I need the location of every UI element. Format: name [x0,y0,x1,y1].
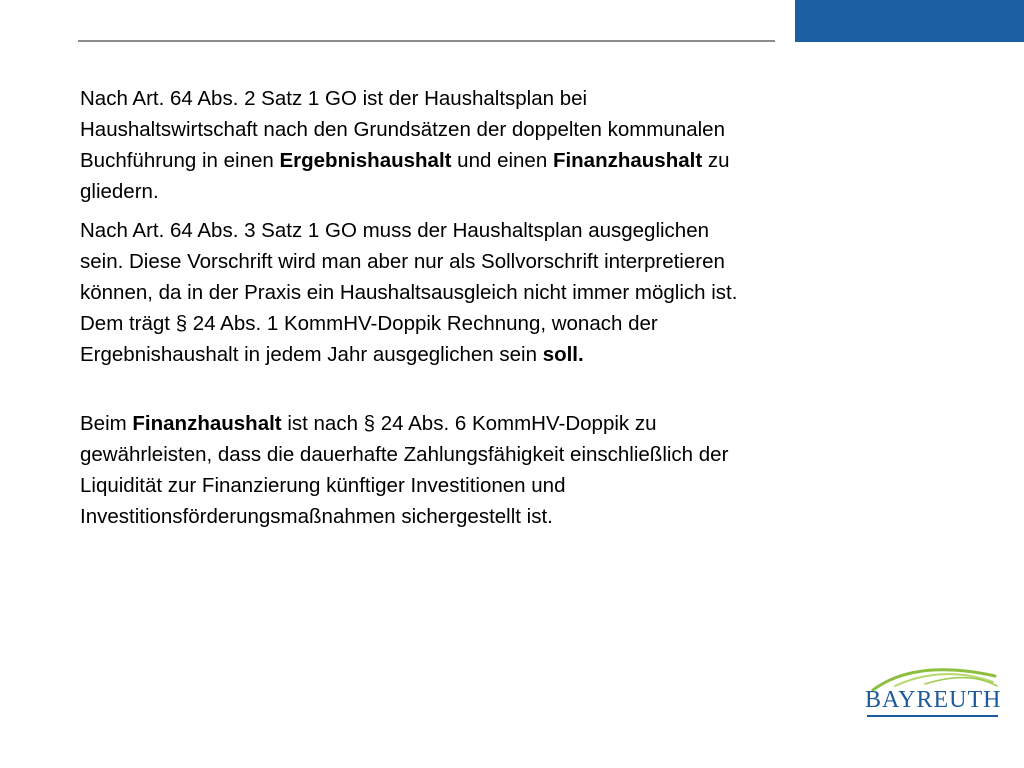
paragraph-finanzhaushalt [80,408,745,532]
p2-bold-soll: soll. [542,343,584,366]
body-text [80,83,745,532]
p1-text-2: und einen [451,149,553,172]
paragraph-balance [80,215,745,370]
p3-text-2: ist nach § 24 Abs. 6 KommHV-Doppik zu gewährleisten, dass die dauerhafte Zahlungsfähigkeit einschließlich der Liquidität zur Finanzierung künftiger Investitionen und Investitionsförderungsmaßnahmen sichergestellt ist. [80,412,729,528]
p1-text-3: zu gliedern. [80,149,730,203]
p1-text-1: Nach Art. 64 Abs. 2 Satz 1 GO ist der Haushaltsplan bei Haushaltswirtschaft nach den Grundsätzen der doppelten kommunalen Buchführung in einen [80,87,725,172]
logo-wordmark: BAYREUTH [865,687,1002,713]
p1-bold-ergebnishaushalt: Ergebnishaushalt [279,149,452,172]
p1-bold-finanzhaushalt: Finanzhaushalt [552,149,703,172]
bayreuth-logo [865,662,1000,722]
p3-text-1: Beim [80,412,133,435]
p2-text-1: Nach Art. 64 Abs. 3 Satz 1 GO muss der Haushaltsplan ausgeglichen sein. Diese Vorschrift wird man aber nur als Sollvorschrift interpretieren können, da in der Praxis ein Haushaltsausgleich nicht immer möglich ist. Dem trägt § 24 Abs. 1 KommHV-Doppik Rechnung, wonach der Ergebnishaushalt in jedem Jahr ausgeglichen sein [80,219,738,366]
header-divider [78,40,775,42]
logo-underline [867,715,998,717]
p3-bold-finanzhaushalt: Finanzhaushalt [132,412,282,435]
header-accent-block [795,0,1024,42]
paragraph-structure [80,83,745,207]
